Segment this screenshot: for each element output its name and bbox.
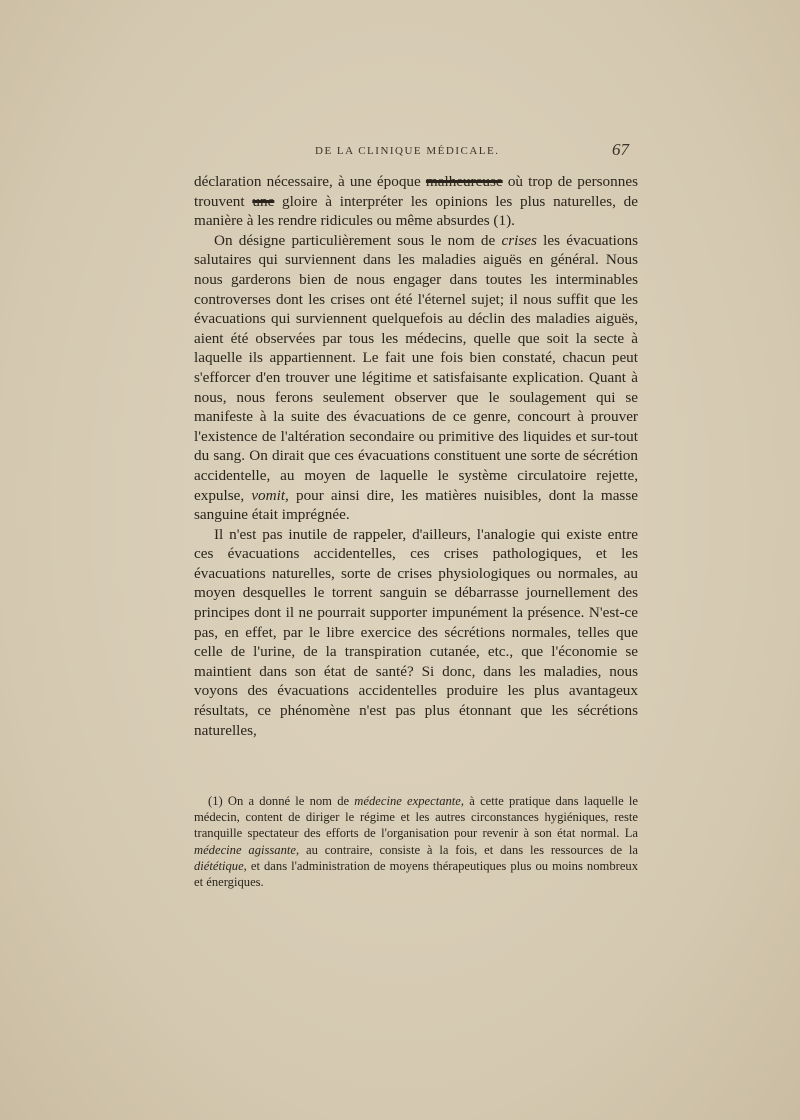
footnote-1 — [194, 793, 638, 890]
text-run: déclaration nécessaire, à une époque — [194, 173, 426, 190]
running-head: DE LA CLINIQUE MÉDICALE. — [315, 145, 500, 157]
italic-term: diététique — [194, 858, 244, 873]
italic-term: crises — [501, 231, 537, 249]
text-run: pour ainsi dire, les matières nuisibles, dont la masse sanguine était imprégnée. — [194, 486, 638, 524]
text-run: où trop de personnes trouvent — [194, 173, 638, 210]
paragraph-1 — [194, 172, 638, 231]
main-text — [194, 172, 638, 740]
text-run: gloire à interpréter les opinions les plus naturelles, de manière à les rendre ridicules ou même absurdes (1). — [194, 192, 638, 230]
italic-term: médecine expectante — [354, 794, 461, 808]
struck-word: malheureuse — [425, 173, 503, 190]
text-run: On désigne particulièrement sous le nom de — [214, 231, 502, 249]
footnote — [194, 793, 638, 890]
struck-word: une — [252, 192, 275, 210]
paragraph-3: Il n'est pas inutile de rappeler, d'ailleurs, l'analogie qui existe entre ces évacuations accidentelles, ces crises pathologiques, et les évacuations naturelles, sorte de crises physiologiques ou normales, au moyen desquelles le torrent sanguin se débarrasse journellement des principes dont il ne pourrait supporter impunément la présence. N'est-ce pas, en effet, par le libre exercice des sécrétions normales, telles que celle de l'urine, de la transpiration cutanée, etc., que l'économie se maintient dans son état de santé? Si donc, dans les maladies, nous voyons des évacuations accidentelles produire les plus avantageux résultats, ce phénomène n'est pas plus étonnant que les sécrétions naturelles, — [194, 525, 638, 739]
text-run: , et dans l'administration de moyens thérapeutiques plus ou moins nombreux et énergiques. — [194, 858, 638, 890]
text-run: , à cette pratique dans laquelle le médecin, content de diriger le régime et les autres circonstances hygiéniques, reste tranquille spectateur des efforts de l'organisation pour revenir à son état normal. La — [194, 794, 638, 841]
text-run: (1) On a donné le nom de — [208, 794, 355, 808]
text-run: , au contraire, consiste à la fois, et dans les ressources de la — [295, 842, 638, 857]
italic-term: vomit, — [251, 486, 289, 504]
paragraph-2 — [194, 231, 638, 525]
page-number: 67 — [612, 140, 629, 159]
text-run: les évacuations salutaires qui surviennent dans les maladies aiguës en général. Nous nous garderons bien de nous engager dans toutes les interminables controverses dont les crises ont été l'éternel sujet; il nous suffit que les évacuations qui surviennent quelquefois au déclin des maladies aiguës, aient été observées par tous les médecins, quelle que soit la secte à laquelle ils appartiennent. Le fait une fois bien constaté, chacun peut s'efforcer d'en trouver une légitime et satisfaisante explication. Quant à nous, nous ferons seulement observer que le soulagement qui se manifeste à la suite des évacuations de ce genre, concourt à prouver l'existence de l'altération secondaire ou primitive des liquides et sur-tout du sang. On dirait que ces évacuations constituent une sorte de sécrétion accidentelle, au moyen de laquelle le système circulatoire rejette, expulse, — [194, 231, 638, 504]
italic-term: médecine agissante — [194, 842, 296, 857]
